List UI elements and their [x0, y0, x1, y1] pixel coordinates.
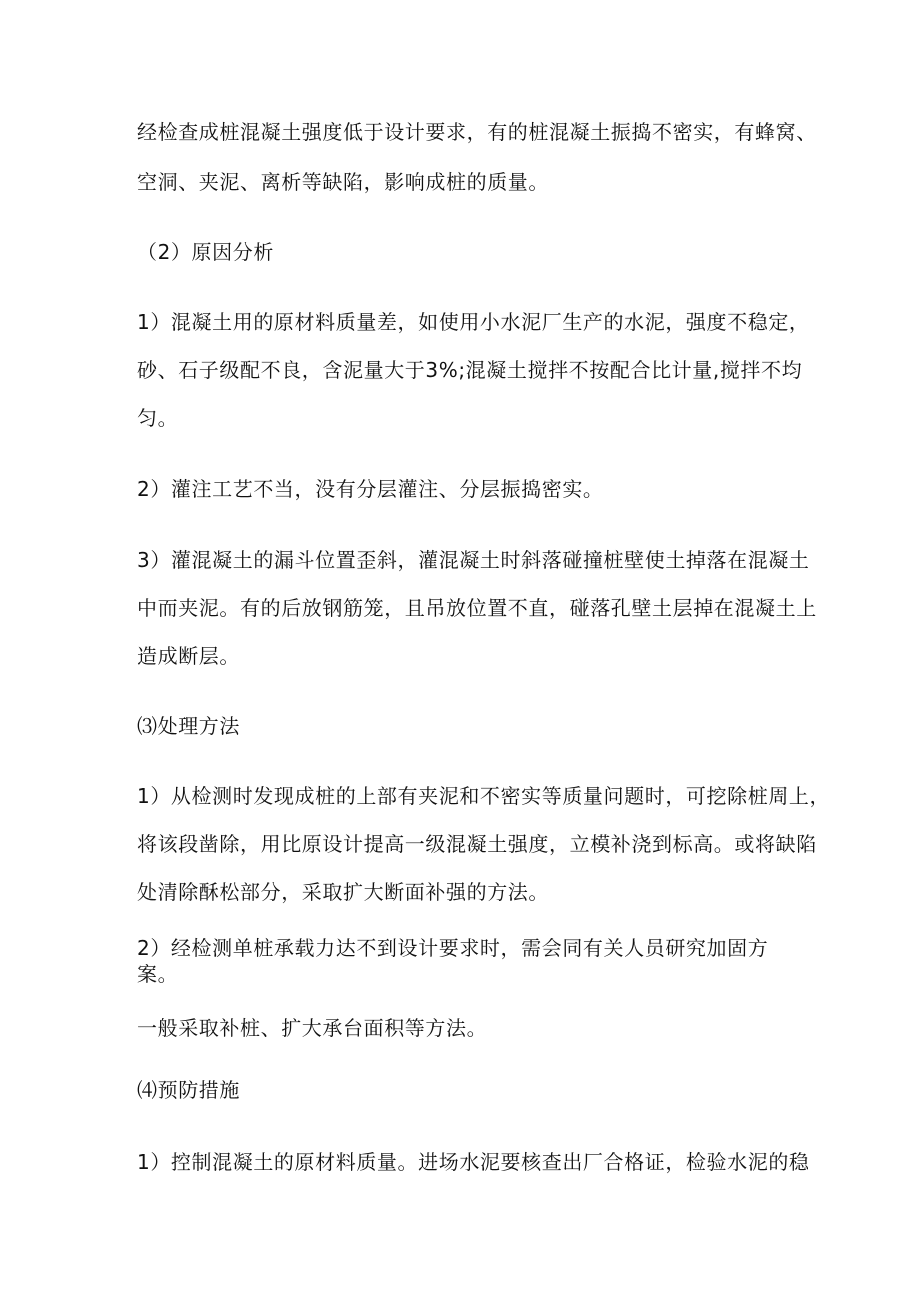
text-line: 砂、石子级配不良，含泥量大于3%;混凝土搅拌不按配合比计量,搅拌不均 — [137, 358, 803, 382]
text-line: 造成断层。 — [137, 644, 240, 668]
section-heading: ⑷预防措施 — [137, 1078, 240, 1102]
text-line: 经检查成桩混凝土强度低于设计要求，有的桩混凝土振捣不密实，有蜂窝、 — [137, 120, 817, 144]
text-line: 将该段凿除，用比原设计提高一级混凝土强度，立模补浇到标高。或将缺陷 — [137, 832, 817, 856]
text-line: 中而夹泥。有的后放钢筋笼，且吊放位置不直，碰落孔壁土层掉在混凝土上 — [137, 596, 817, 620]
text-line: 匀。 — [137, 406, 179, 430]
text-line: 空洞、夹泥、离析等缺陷，影响成桩的质量。 — [137, 170, 549, 194]
section-heading: （2）原因分析 — [137, 240, 274, 264]
text-line: 3）灌混凝土的漏斗位置歪斜，灌混凝土时斜落碰撞桩壁使土掉落在混凝土 — [137, 548, 810, 572]
text-line: 2）灌注工艺不当，没有分层灌注、分层振捣密实。 — [137, 477, 604, 501]
text-line: 案。 — [137, 962, 179, 986]
text-line: 1）控制混凝土的原材料质量。进场水泥要核查出厂合格证，检验水泥的稳 — [137, 1150, 810, 1174]
text-line: 2）经检测单桩承载力达不到设计要求时，需会同有关人员研究加固方 — [137, 936, 769, 960]
text-line: 处清除酥松部分，采取扩大断面补强的方法。 — [137, 880, 549, 904]
text-line: 1）混凝土用的原材料质量差，如使用小水泥厂生产的水泥，强度不稳定， — [137, 310, 810, 334]
text-line: 一般采取补桩、扩大承台面积等方法。 — [137, 1016, 488, 1040]
section-heading: ⑶处理方法 — [137, 714, 240, 738]
text-line: 1）从检测时发现成桩的上部有夹泥和不密实等质量问题时，可挖除桩周上， — [137, 784, 831, 808]
